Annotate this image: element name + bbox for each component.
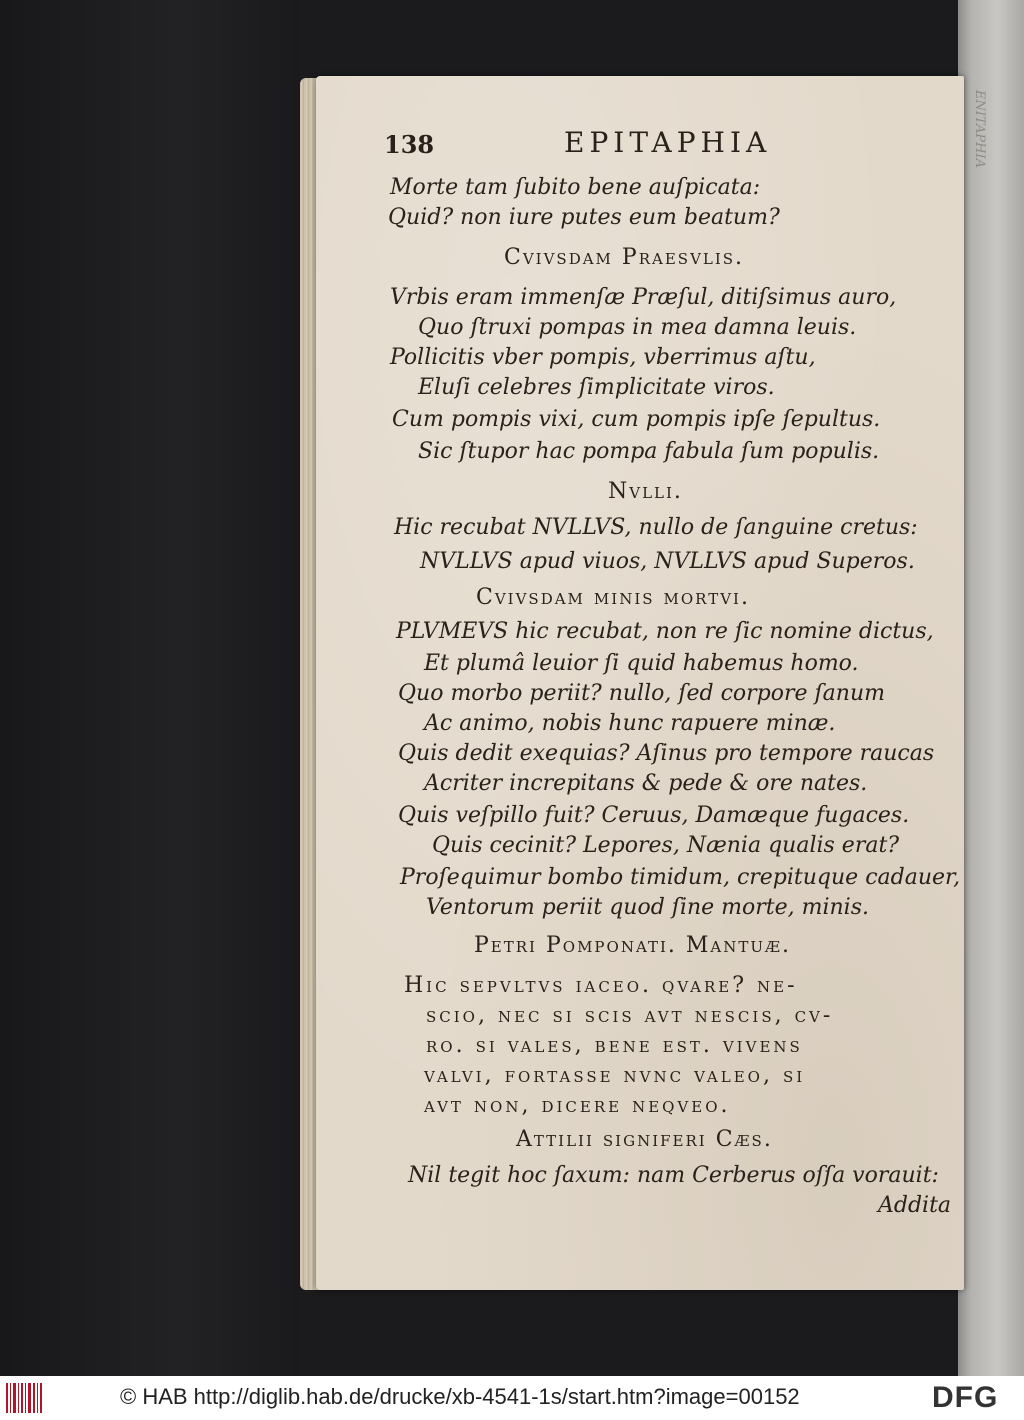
text-line: Acriter increpitans & pede & ore nates.	[424, 771, 868, 796]
text-line: Cum pompis vixi, cum pompis ipſe ſepultus.	[392, 407, 881, 432]
catchword: Addita	[878, 1193, 952, 1218]
section-title: Attilii signiferi Cæſ.	[516, 1127, 773, 1152]
text-line: valvi, fortasse nvnc valeo, si	[424, 1063, 806, 1088]
text-line: Pollicitis vber pompis, vberrimus aſtu,	[390, 345, 816, 370]
text-line: Proſequimur bombo timidum, crepituque cadauer,	[400, 865, 961, 890]
section-title: Petri Pomponati. Mantuæ.	[474, 933, 792, 958]
text-line: PLVMEVS hic recubat, non re ſic nomine dictus,	[396, 619, 934, 644]
section-title: Cvivsdam minis mortvi.	[476, 585, 750, 610]
copyright-link[interactable]: © HAB http://diglib.hab.de/drucke/xb-4541-1s/start.htm?image=00152	[120, 1384, 800, 1409]
text-line: Ventorum periit quod ſine morte, minis.	[426, 895, 869, 920]
text-line: NVLLVS apud viuos, NVLLVS apud Superos.	[420, 549, 915, 574]
text-line: ro. si vales, bene est. vivens	[426, 1033, 803, 1058]
text-line: Quis dedit exequias? Aſinus pro tempore raucas	[398, 741, 935, 766]
text-line: avt non, dicere neqveo.	[424, 1093, 731, 1118]
text-line: Sic ſtupor hac pompa fabula ſum populis.	[418, 439, 880, 464]
running-head: EPITAPHIA	[564, 126, 772, 159]
text-line: Quo ſtruxi pompas in mea damna leuis.	[418, 315, 857, 340]
text-line: Ac animo, nobis hunc rapuere minæ.	[424, 711, 836, 736]
text-line: Eluſi celebres ſimplicitate viros.	[418, 375, 775, 400]
text-line: Quis cecinit? Lepores, Nænia qualis erat?	[432, 833, 900, 858]
text-line: Et plumâ leuior ſi quid habemus homo.	[424, 651, 859, 676]
text-line: Quid? non iure putes eum beatum?	[388, 205, 780, 230]
text-line: Nil tegit hoc ſaxum: nam Cerberus oſſa vorauit:	[408, 1163, 939, 1188]
hab-barcode-icon	[6, 1383, 46, 1413]
background-left	[0, 0, 300, 1376]
section-title: Cvivsdam Praesvlis.	[504, 245, 745, 270]
facing-page-bleed: ENITAPHIA	[972, 90, 987, 168]
text-line: Hic recubat NVLLVS, nullo de ſanguine cretus:	[394, 515, 918, 540]
footer-bar	[0, 1376, 1024, 1420]
book-page	[316, 76, 964, 1290]
section-title: Nvlli.	[608, 479, 683, 504]
text-line: Quo morbo periit? nullo, ſed corpore ſanum	[398, 681, 885, 706]
text-line: Hic sepvltvs iaceo. qvare? ne-	[404, 973, 798, 998]
text-line: Vrbis eram immenſæ Præſul, ditiſsimus auro,	[390, 285, 897, 310]
text-line: Morte tam ſubito bene auſpicata:	[390, 175, 761, 200]
dfg-logo: DFG	[932, 1381, 999, 1414]
text-line: scio, nec si scis avt nescis, cv-	[426, 1003, 834, 1028]
page-number: 138	[384, 130, 435, 159]
text-line: Quis veſpillo fuit? Ceruus, Damæque fugaces.	[398, 803, 910, 828]
facing-page-strip	[958, 0, 1024, 1376]
